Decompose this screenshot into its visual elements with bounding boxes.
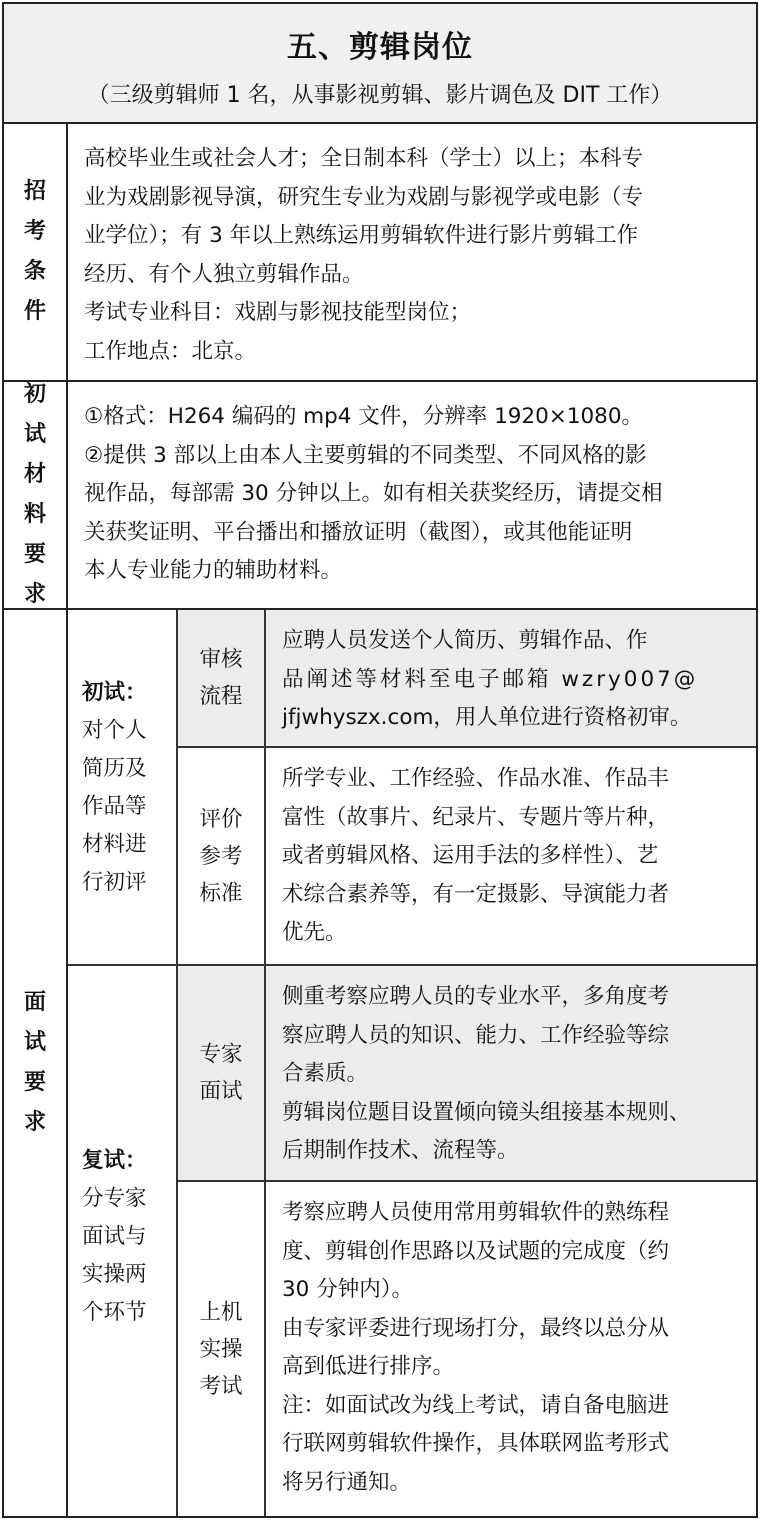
text-line: jfjwhyszx.com，用人单位进行资格初审。 [282, 705, 692, 730]
label-char: 试 [23, 1030, 46, 1055]
text-line: 注：如面试改为线上考试，请自备电脑进 [282, 1392, 670, 1418]
review-content [266, 622, 756, 738]
second-round-heading: 复试： [82, 1148, 147, 1173]
text-line: ①格式：H264 编码的 mp4 文件，分辨率 1920×1080。 [84, 404, 644, 429]
text-line: 个环节 [82, 1300, 147, 1325]
text-line: 分专家 [82, 1186, 147, 1211]
text-line: 工作地点：北京。 [84, 338, 257, 364]
second-round-desc [68, 1142, 176, 1332]
practical-label [178, 1182, 264, 1516]
text-line: 视作品，每部需 30 分钟以上。如有相关获奖经历，请提交相 [84, 481, 663, 506]
label-char: 料 [23, 502, 46, 527]
text-line: 考察应聘人员使用常用剪辑软件的熟练程 [282, 1200, 670, 1225]
label-char: 初 [23, 382, 46, 407]
text-line: 察应聘人员的知识、能力、工作经验等综 [282, 1022, 670, 1048]
text-line: 富性（故事片、纪录片、专题片等片种， [282, 804, 670, 830]
text-line: 专家 [199, 1042, 243, 1067]
text-line: 材料进 [82, 832, 147, 857]
materials-content [68, 398, 756, 591]
text-line: 面试 [199, 1079, 243, 1104]
text-line: 本人专业能力的辅助材料。 [84, 558, 343, 583]
text-line: 考试专业科目：戏剧与影视技能型岗位； [84, 300, 472, 325]
label-char: 条 [23, 259, 46, 284]
text-line: 侧重考察应聘人员的专业水平，多角度考 [282, 984, 670, 1009]
text-line: 度、剪辑创作思路以及试题的完成度（约 [282, 1238, 670, 1264]
page-subtitle: （三级剪辑师 1 名，从事影视剪辑、影片调色及 DIT 工作） [87, 83, 673, 108]
text-line: 审核 [199, 647, 243, 672]
label-char: 件 [23, 299, 46, 324]
criteria-label [178, 748, 264, 964]
text-line: 高到低进行排序。 [282, 1354, 455, 1379]
text-line: 关获奖证明、平台播出和播放证明（截图），或其他能证明 [84, 519, 633, 545]
text-line: 上机 [199, 1299, 243, 1325]
label-char: 材 [23, 462, 46, 487]
text-line: 评价 [199, 806, 243, 832]
text-line: ②提供 3 部以上由本人主要剪辑的不同类型、不同风格的影 [84, 442, 647, 468]
text-line: 参考 [199, 843, 243, 869]
text-line: 将另行通知。 [282, 1469, 412, 1495]
requirements-label [4, 124, 66, 380]
text-line: 应聘人员发送个人简历、剪辑作品、作 [282, 628, 648, 653]
label-char: 求 [23, 1110, 46, 1135]
expert-content [266, 978, 756, 1171]
text-line: 面试与 [82, 1224, 147, 1249]
label-char: 试 [23, 422, 46, 447]
requirements-content [68, 140, 756, 371]
text-line: 考试 [199, 1373, 243, 1399]
text-line: 标准 [199, 880, 243, 906]
text-line: 剪辑岗位题目设置倾向镜头组接基本规则、 [282, 1099, 691, 1125]
interview-label [4, 610, 66, 1516]
text-line: 实操两 [82, 1262, 147, 1287]
text-line: 后期制作技术、流程等。 [282, 1138, 519, 1163]
text-line: 经历、有个人独立剪辑作品。 [84, 261, 364, 287]
text-line: 行联网剪辑软件操作，具体联网监考形式 [282, 1431, 670, 1456]
materials-label [4, 382, 66, 608]
text-line: 实操 [199, 1336, 243, 1362]
label-char: 要 [23, 1070, 46, 1095]
label-char: 面 [23, 990, 46, 1015]
label-char: 要 [23, 542, 46, 567]
text-line: 行初评 [82, 870, 147, 895]
label-char: 招 [23, 179, 46, 204]
text-line: 业为戏剧影视导演，研究生专业为戏剧与影视学或电影（专 [84, 184, 644, 210]
text-line: 简历及 [82, 756, 147, 781]
review-label [178, 610, 264, 746]
text-line: 由专家评委进行现场打分，最终以总分从 [282, 1315, 670, 1341]
first-round-heading: 初试： [82, 680, 147, 705]
practical-content [266, 1194, 756, 1502]
text-line: 高校毕业生或社会人才；全日制本科（学士）以上；本科专 [84, 146, 644, 171]
text-line: 所学专业、工作经验、作品水准、作品丰 [282, 766, 670, 791]
text-line: 或者剪辑风格、运用手法的多样性）、艺 [282, 843, 659, 868]
label-char: 考 [23, 219, 46, 244]
text-line: 优先。 [282, 920, 347, 945]
text-line: 对个人 [82, 718, 147, 743]
label-char: 求 [23, 582, 46, 607]
table-header [4, 4, 756, 122]
text-line: 术综合素养等，有一定摄影、导演能力者 [282, 881, 670, 907]
text-line: 作品等 [82, 794, 147, 819]
text-line: 业学位）；有 3 年以上熟练运用剪辑软件进行影片剪辑工作 [84, 223, 639, 248]
text-line: 品阐述等材料至电子邮箱 wzry007@ [282, 666, 699, 692]
page-title: 五、剪辑岗位 [287, 30, 473, 65]
expert-label [178, 966, 264, 1180]
text-line: 30 分钟内）。 [282, 1277, 413, 1302]
text-line: 流程 [199, 684, 243, 709]
job-table [2, 2, 758, 1518]
text-line: 合素质。 [282, 1061, 369, 1086]
criteria-content [266, 760, 756, 953]
first-round-desc [68, 674, 176, 902]
